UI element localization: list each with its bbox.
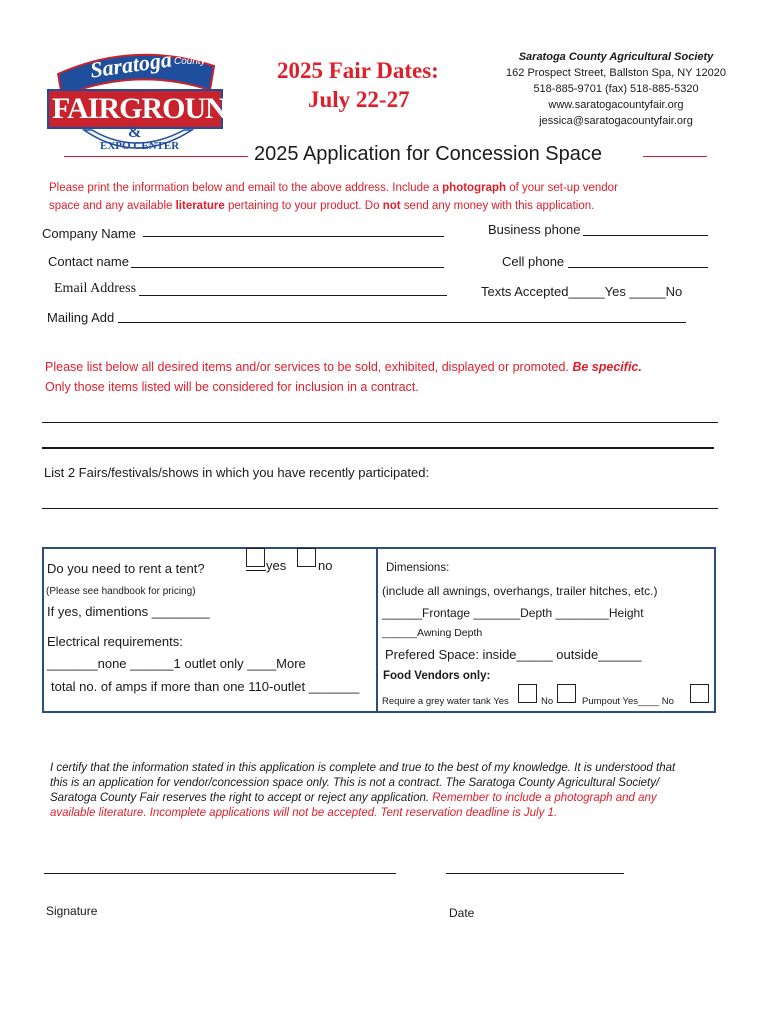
box-divider (376, 549, 378, 711)
grey-water-no-checkbox[interactable] (557, 684, 576, 703)
mailing-address-label: Mailing Add (47, 310, 115, 325)
frontage-depth-height-field[interactable]: ______Frontage _______Depth ________Height (382, 606, 644, 620)
amps-field[interactable]: total no. of amps if more than one 110-outlet _______ (51, 679, 360, 694)
cell-phone-label: Cell phone (502, 254, 565, 269)
tent-no-checkbox[interactable] (297, 548, 316, 567)
logo-main-text: FAIRGROUNDS (52, 92, 263, 125)
society-address: 162 Prospect Street, Ballston Spa, NY 12020 (506, 67, 726, 79)
society-website[interactable]: www.saratogacountyfair.org (548, 99, 684, 111)
email-address-label: Email Address (54, 281, 137, 296)
title-rule-left (64, 156, 248, 157)
logo-county-text: County (174, 56, 206, 67)
society-phones: 518-885-9701 (fax) 518-885-5320 (533, 83, 699, 95)
society-email[interactable]: jessica@saratogacountyfair.org (539, 115, 693, 127)
grey-water-yes-checkbox[interactable] (518, 684, 537, 703)
grey-water-no-label: No (541, 696, 554, 707)
texts-accepted-label: Texts Accepted_____Yes _____No (481, 284, 683, 299)
dimentions-field[interactable]: If yes, dimentions ________ (47, 604, 210, 619)
dimensions-label: Dimensions: (386, 562, 450, 574)
fair-dates-line1: 2025 Fair Dates: (277, 58, 439, 83)
tent-question: Do you need to rent a tent? (47, 561, 205, 576)
tent-yes-underline (246, 570, 266, 571)
tent-yes-checkbox[interactable] (246, 548, 265, 567)
society-name: Saratoga County Agricultural Society (518, 51, 714, 63)
contact-name-field[interactable] (131, 267, 444, 268)
items-note-line1: Please list below all desired items and/or services to be sold, exhibited, displayed or promoted. Be specific. (45, 360, 642, 374)
date-field[interactable] (446, 873, 624, 874)
signature-label: Signature (46, 904, 98, 918)
handbook-note: (Please see handbook for pricing) (46, 586, 196, 597)
awning-depth-field[interactable]: ______Awning Depth (382, 627, 483, 639)
prefered-space-field[interactable]: Prefered Space: inside_____ outside______ (385, 647, 642, 662)
intro-line2: space and any available literature pertaining to your product. Do not send any money with this application. (49, 200, 595, 212)
grey-water-label: Require a grey water tank Yes (382, 696, 509, 707)
items-field-2[interactable] (42, 447, 714, 449)
pumpout-label: Pumpout Yes____ No (582, 696, 674, 707)
fair-dates-line2: July 22-27 (308, 87, 410, 112)
company-name-field[interactable] (143, 236, 444, 237)
company-name-label: Company Name (42, 226, 136, 241)
title-rule-right (643, 156, 707, 157)
tent-no-label: no (318, 558, 333, 573)
society-info (500, 49, 732, 129)
intro-line1: Please print the information below and email to the above address. Include a photograph of your set-up vendor (49, 182, 618, 194)
food-vendors-label: Food Vendors only: (383, 670, 491, 682)
tent-yes-label: yes (266, 558, 287, 573)
business-phone-field[interactable] (583, 235, 708, 236)
email-address-field[interactable] (139, 295, 447, 296)
electrical-label: Electrical requirements: (47, 634, 183, 649)
dimensions-include-note: (include all awnings, overhangs, trailer hitches, etc.) (382, 584, 658, 598)
logo-ampersand: & (128, 124, 142, 141)
mailing-address-field[interactable] (118, 322, 686, 323)
date-label: Date (449, 906, 475, 920)
contact-name-label: Contact name (48, 254, 129, 269)
pumpout-no-checkbox[interactable] (690, 684, 709, 703)
items-note-line2: Only those items listed will be considered for inclusion in a contract. (45, 380, 419, 394)
certification-text: I certify that the information stated in this application is complete and true to the best of my knowledge. It is understood that this is an application for vendor/concession space only. This is not a contract. The Saratoga County Agricultural Society/ Saratoga County Fair reserves the right to accept or reject any application. Remember to include a photograph and any available literature. Incomplete applications will not be accepted. Tent reservation deadline is July 1. (50, 762, 676, 819)
items-field-1[interactable] (42, 422, 718, 423)
logo-banner-text: Saratoga (88, 46, 174, 83)
fairs-field[interactable] (42, 508, 718, 509)
fairs-prompt: List 2 Fairs/festivals/shows in which you have recently participated: (44, 465, 430, 480)
fairgrounds-logo (44, 44, 263, 162)
cell-phone-field[interactable] (568, 267, 708, 268)
signature-field[interactable] (44, 873, 396, 874)
business-phone-label: Business phone (488, 222, 581, 237)
outlet-options[interactable]: _______none ______1 outlet only ____More (47, 656, 306, 671)
logo-sub-text: EXPO CENTER (100, 140, 180, 152)
form-title: 2025 Application for Concession Space (254, 143, 603, 165)
